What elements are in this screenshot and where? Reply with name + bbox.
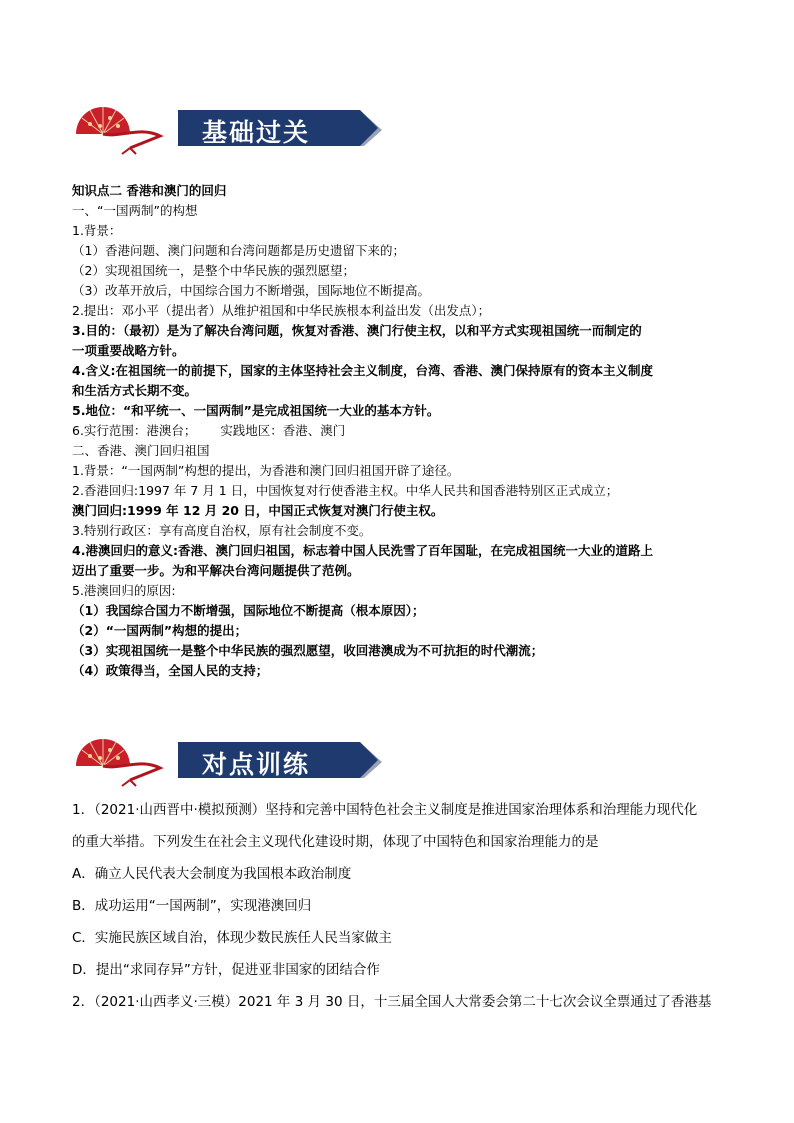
- option-a: A．确立人民代表大会制度为我国根本政治制度: [72, 866, 352, 882]
- part1-heading: 一、“一国两制”的构想: [72, 203, 198, 218]
- question-2-stem: 2．（2021·山西孝义·三模）2021 年 3 月 30 日，十三届全国人大常委会第二十七次会议全票通过了香港基: [72, 994, 712, 1010]
- option-b: B．成功运用“一国两制”，实现港澳回归: [72, 898, 312, 914]
- background-item: （1）香港问题、澳门问题和台湾问题都是历史遗留下来的；: [72, 243, 405, 258]
- practice-block: [72, 794, 728, 1018]
- macau-return-line: 澳门回归:1999 年 12 月 20 日，中国正式恢复对澳门行使主权。: [72, 503, 444, 518]
- section-title: 基础过关: [202, 118, 311, 147]
- purpose-line: 一项重要战略方针。: [72, 343, 185, 358]
- question-1-stem: 1．（2021·山西晋中·模拟预测）坚持和完善中国特色社会主义制度是推进国家治理体系和治理能力现代化: [72, 802, 698, 818]
- reason-item: （4）政策得当，全国人民的支持；: [72, 663, 269, 678]
- meaning-line: 4.含义:在祖国统一的前提下，国家的主体坚持社会主义制度，台湾、香港、澳门保持原有的资本主义制度: [72, 363, 653, 378]
- fan-icon: [70, 96, 180, 156]
- proposer-line: [72, 301, 728, 321]
- significance-line: 4.港澳回归的意义:香港、澳门回归祖国，标志着中国人民洗雪了百年国耻，在完成祖国统一大业的道路上: [72, 543, 653, 558]
- option-c: C．实施民族区域自治，体现少数民族任人民当家做主: [72, 930, 392, 946]
- fan-icon: [70, 728, 180, 788]
- meaning-line: 和生活方式长期不变。: [72, 383, 198, 398]
- section-header-practice: [70, 728, 390, 792]
- significance-line: 迈出了重要一步。为和平解决台湾问题提供了范例。: [72, 563, 360, 578]
- proposer-text: 2.提出：邓小平（提出者）从维护祖国和中华民族根本利益出发（出发点）；: [72, 303, 491, 318]
- background-item: （3）改革开放后，中国综合国力不断增强，国际地位不断提高。: [72, 283, 430, 298]
- reason-item: （1）我国综合国力不断增强，国际地位不断提高（根本原因）；: [72, 603, 425, 618]
- knowledge-block: [72, 181, 728, 681]
- section-header-basics: [70, 96, 390, 160]
- purpose-line: 3.目的：（最初）是为了解决台湾问题，恢复对香港、澳门行使主权，以和平方式实现祖国统一而制定的: [72, 323, 642, 338]
- question-1-stem: 的重大举措。下列发生在社会主义现代化建设时期，体现了中国特色和国家治理能力的是: [72, 834, 599, 850]
- option-d: D．提出“求同存异”方针，促进亚非国家的团结合作: [72, 962, 380, 978]
- background-label: 1.背景：: [72, 223, 122, 238]
- part2-background: 1.背景：“一国两制”构想的提出，为香港和澳门回归祖国开辟了途径。: [72, 463, 460, 478]
- reasons-label: 5.港澳回归的原因:: [72, 583, 176, 598]
- topic-heading: 知识点二 香港和澳门的回归: [72, 183, 227, 198]
- reason-item: （2）“一国两制”构想的提出；: [72, 623, 248, 638]
- hk-return-line: 2.香港回归:1997 年 7 月 1 日，中国恢复对行使香港主权。中华人民共和国香港特别区正式成立；: [72, 483, 619, 498]
- status-line: 5.地位：“和平统一、一国两制”是完成祖国统一大业的基本方针。: [72, 403, 440, 418]
- sar-line: 3.特别行政区：享有高度自治权，原有社会制度不变。: [72, 523, 372, 538]
- section-title: 对点训练: [202, 750, 311, 779]
- background-item: （2）实现祖国统一，是整个中华民族的强烈愿望；: [72, 263, 355, 278]
- scope-line: 6.实行范围：港澳台； 实践地区：香港、澳门: [72, 423, 346, 438]
- part2-heading: 二、香港、澳门回归祖国: [72, 443, 210, 458]
- reason-item: （3）实现祖国统一是整个中华民族的强烈愿望，收回港澳成为不可抗拒的时代潮流；: [72, 643, 544, 658]
